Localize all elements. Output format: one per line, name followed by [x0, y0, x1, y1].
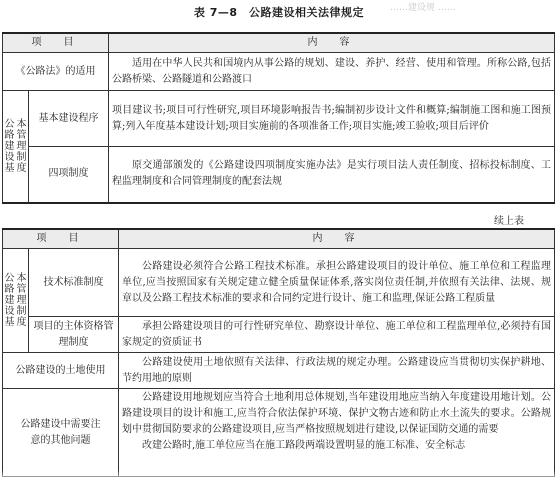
row-content-tech-standard: 公路建设必须符合公路工程技术标准。承担公路建设项目的设计单位、施工单位和工程监理单位,应当按照国家有关规定建立健全质量保证体系,落实岗位责任制,并依照有关法律、法规、规章以及公路工程技术标准的要求和合同约定进行设计、施工和监理,保证公路工程质量: [119, 249, 555, 317]
row-content-other-issues: [119, 389, 555, 477]
row-item-four-systems: 四项制度: [29, 147, 109, 203]
header-item: 项 目: [3, 33, 109, 53]
row-content-highway-law: 适用在中华人民共和国境内从事公路的规划、建设、养护、经营、使用和管理。所称公路,包括公路桥梁、公路隧道和公路渡口: [109, 53, 555, 91]
table-row: [3, 147, 555, 203]
header-item: 项 目: [3, 229, 119, 249]
row-item-tech-standard: 技术标准制度: [29, 249, 119, 317]
page-header-artifact: ……建设规 ……: [390, 3, 456, 13]
row-item-qualification: 项目的主体资格管理制度: [29, 317, 119, 353]
group-label-left: 公路建设基: [4, 118, 15, 174]
header-content: 内 容: [119, 229, 555, 249]
row-content-four-systems: 原交通部颁发的《公路建设四项制度实施办法》是实行项目法人责任制度、招标投标制度、工程监理制度和合同管理制度的配套法规: [109, 147, 555, 203]
group-label-left: 公路建设基: [4, 273, 15, 328]
row-item-other-issues: [3, 389, 119, 477]
group-label-basic-management: [3, 249, 29, 353]
group-label-right: 本管理制度: [16, 273, 27, 328]
row-content-qualification: 承担公路建设项目的可行性研究单位、勘察设计单位、施工单位和工程监理单位,必须持有国家规定的资质证书: [119, 317, 555, 353]
header-content: 内 容: [109, 33, 555, 53]
row-content-procedure: 项目建议书;项目可行性研究,项目环境影响报告书;编制初步设计文件和概算;编制施工图和施工图预算;列入年度基本建设计划;项目实施前的各项准备工作;项目实施;竣工验收;项目后评价: [109, 91, 555, 147]
row-item-other-issues-label: 公路建设中需要注意的其他问题: [20, 418, 101, 446]
row-content-land-use: 公路建设使用土地依照有关法律、行政法规的规定办理。公路建设应当贯彻切实保护耕地、节约用地的原则: [119, 353, 555, 389]
row-item-highway-law: 《公路法》的适用: [3, 53, 109, 91]
continued-label: 续上表: [494, 216, 524, 227]
row-content-other-issues-p2: 改建公路时,施工单位应当在施工路段两端设置明显的施工标准、安全标志: [142, 440, 466, 451]
table-row: [3, 249, 555, 317]
table-header-row: [3, 33, 555, 53]
row-item-procedure: 基本建设程序: [29, 91, 109, 147]
row-content-other-issues-p1: 公路建设用地规划应当符合土地利用总体规划,当年建设用地应当纳入年度建设用地计划。公路建设项目的设计和施工,应当符合依法保护环境、保护文物古迹和防止水土流失的要求。公路规划中贯彻国防要求的公路建设项目,应当严格按照规划进行建设,以保证国防交通的需要: [122, 392, 551, 435]
row-item-land-use: 公路建设的土地使用: [3, 353, 119, 389]
table-row: [3, 91, 555, 147]
group-label-right: 本管理制度: [16, 118, 27, 174]
group-label-basic-management: [3, 91, 29, 203]
table-title: 表 7—8 公路建设相关法律规定: [193, 6, 365, 19]
table-row: [3, 53, 555, 91]
law-table-part2: [2, 228, 555, 477]
table-row: [3, 353, 555, 389]
law-table-part1: [2, 32, 555, 204]
table-header-row: [3, 229, 555, 249]
table-row: [3, 317, 555, 353]
table-row: [3, 389, 555, 477]
page-bottom-fade: [0, 470, 558, 483]
